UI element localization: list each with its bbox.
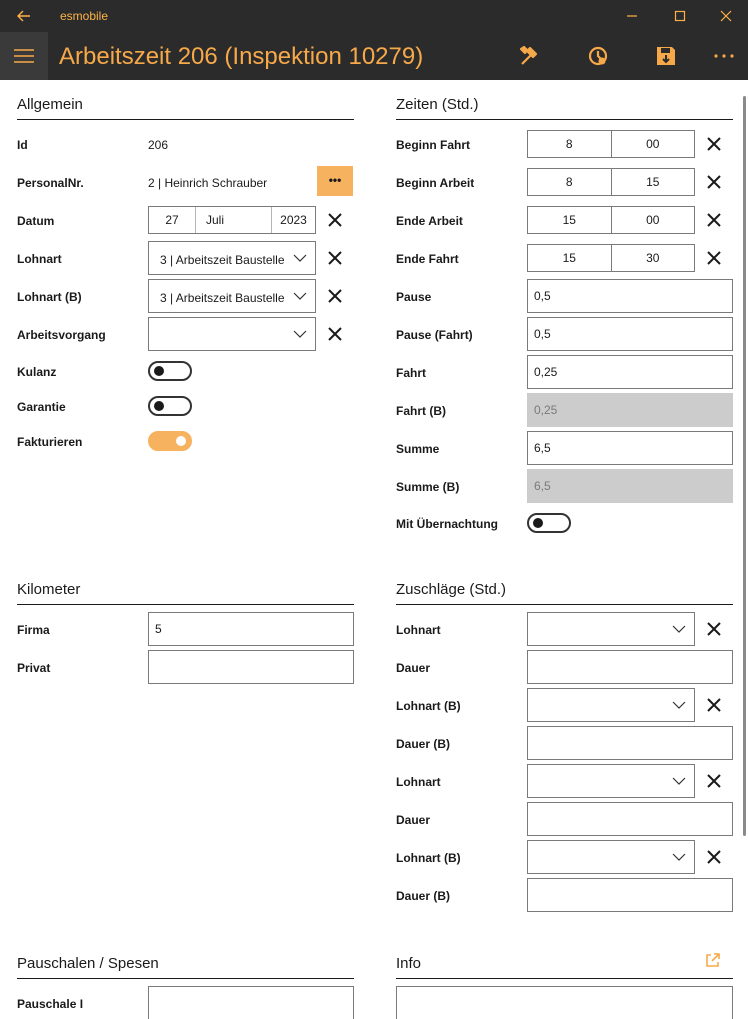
chevron-down-icon <box>293 291 307 301</box>
lohnart-combo-value: 3 | Arbeitszeit Baustelle <box>160 253 285 267</box>
beginn-arbeit-minute: 15 <box>611 169 695 195</box>
chevron-down-icon <box>293 329 307 339</box>
clear-lohnart-icon[interactable] <box>327 250 343 266</box>
zuschlag-lohnart-1-combo[interactable] <box>527 612 695 646</box>
ende-arbeit-time[interactable] <box>527 206 695 234</box>
zuschlag-dauer-2-label: Dauer <box>396 813 431 827</box>
clear-ende-fahrt-icon[interactable] <box>706 250 722 266</box>
chevron-down-icon <box>672 700 686 710</box>
beginn-fahrt-minute: 00 <box>611 131 695 157</box>
lohnart-label: Lohnart <box>17 252 62 266</box>
zuschlag-lohnart-b-2-combo[interactable] <box>527 840 695 874</box>
arbeitsvorgang-combo[interactable] <box>148 317 316 351</box>
chevron-down-icon <box>672 776 686 786</box>
zuschlag-dauer-b-1-input[interactable] <box>527 726 733 760</box>
personal-label: PersonalNr. <box>17 176 84 190</box>
hamburger-menu-icon <box>14 48 34 64</box>
ende-arbeit-label: Ende Arbeit <box>396 214 463 228</box>
more-icon[interactable] <box>712 44 736 68</box>
chevron-down-icon <box>672 624 686 634</box>
ende-fahrt-time[interactable] <box>527 244 695 272</box>
ende-arbeit-minute: 00 <box>611 207 695 233</box>
page-title: Arbeitszeit 206 (Inspektion 10279) <box>59 43 424 70</box>
section-kilometer-heading: Kilometer <box>17 581 354 605</box>
lohnart-combo[interactable] <box>148 241 316 275</box>
maximize-icon[interactable] <box>670 6 690 26</box>
section-zeiten-heading: Zeiten (Std.) <box>396 96 733 120</box>
personal-select-button[interactable] <box>317 166 353 196</box>
firma-input[interactable]: 5 <box>148 612 354 646</box>
beginn-arbeit-label: Beginn Arbeit <box>396 176 475 190</box>
clear-zuschlag-lohnart-2-icon[interactable] <box>706 773 722 789</box>
beginn-fahrt-label: Beginn Fahrt <box>396 138 470 152</box>
zuschlag-dauer-1-label: Dauer <box>396 661 431 675</box>
clear-datum-icon[interactable] <box>327 212 343 228</box>
fakturieren-label: Fakturieren <box>17 435 83 449</box>
fahrt-b-input: 0,25 <box>527 393 733 427</box>
toggle-knob <box>154 366 164 376</box>
section-zuschlaege-heading: Zuschläge (Std.) <box>396 581 733 605</box>
clear-zuschlag-lohnart-b-2-icon[interactable] <box>706 849 722 865</box>
clear-beginn-fahrt-icon[interactable] <box>706 136 722 152</box>
personal-value: 2 | Heinrich Schrauber <box>148 176 268 190</box>
garantie-toggle[interactable] <box>148 396 192 416</box>
pause-label: Pause <box>396 290 432 304</box>
info-textarea[interactable] <box>396 986 733 1019</box>
chevron-down-icon <box>293 253 307 263</box>
id-value: 206 <box>148 138 169 152</box>
section-pauschalen-heading: Pauschalen / Spesen <box>17 955 354 979</box>
summe-label: Summe <box>396 442 440 456</box>
lohnart-b-combo[interactable] <box>148 279 316 313</box>
beginn-arbeit-hour: 8 <box>565 175 573 189</box>
zuschlag-dauer-b-2-label: Dauer (B) <box>396 889 451 903</box>
section-allgemein-heading: Allgemein <box>17 96 354 120</box>
zuschlag-lohnart-b-1-label: Lohnart (B) <box>396 699 461 713</box>
beginn-fahrt-time[interactable] <box>527 130 695 158</box>
ende-fahrt-hour: 15 <box>562 251 576 265</box>
lohnart-b-label: Lohnart (B) <box>17 290 82 304</box>
kulanz-toggle[interactable] <box>148 361 192 381</box>
clear-zuschlag-lohnart-b-1-icon[interactable] <box>706 697 722 713</box>
datum-year: 2023 <box>271 207 315 233</box>
datum-picker[interactable] <box>148 206 316 234</box>
ende-fahrt-label: Ende Fahrt <box>396 252 459 266</box>
fakturieren-toggle[interactable] <box>148 431 192 451</box>
ende-fahrt-minute: 30 <box>611 245 695 271</box>
back-arrow-icon[interactable] <box>14 6 34 26</box>
fahrt-label: Fahrt <box>396 366 426 380</box>
zuschlag-dauer-b-2-input[interactable] <box>527 878 733 912</box>
toggle-knob <box>176 436 186 446</box>
uebernachtung-label: Mit Übernachtung <box>396 517 498 531</box>
pause-fahrt-input[interactable]: 0,5 <box>527 317 733 351</box>
dots-icon: ••• <box>328 173 342 187</box>
garantie-label: Garantie <box>17 400 66 414</box>
pauschale-input[interactable] <box>148 986 354 1019</box>
pause-fahrt-label: Pause (Fahrt) <box>396 328 473 342</box>
clear-arbeitsvorgang-icon[interactable] <box>327 326 343 342</box>
fahrt-input[interactable]: 0,25 <box>527 355 733 389</box>
zuschlag-lohnart-b-1-combo[interactable] <box>527 688 695 722</box>
pause-input[interactable]: 0,5 <box>527 279 733 313</box>
zuschlag-dauer-1-input[interactable] <box>527 650 733 684</box>
privat-label: Privat <box>17 661 51 675</box>
tools-icon[interactable] <box>518 44 542 68</box>
zuschlag-lohnart-1-label: Lohnart <box>396 623 441 637</box>
summe-b-input: 6,5 <box>527 469 733 503</box>
title-bar <box>0 0 748 32</box>
zuschlag-dauer-b-1-label: Dauer (B) <box>396 737 451 751</box>
vertical-scrollbar[interactable] <box>743 96 746 836</box>
privat-input[interactable] <box>148 650 354 684</box>
zuschlag-dauer-2-input[interactable] <box>527 802 733 836</box>
window-title: esmobile <box>60 9 109 23</box>
clear-beginn-arbeit-icon[interactable] <box>706 174 722 190</box>
section-info-heading: Info <box>396 955 733 979</box>
firma-label: Firma <box>17 623 50 637</box>
arbeitsvorgang-label: Arbeitsvorgang <box>17 328 106 342</box>
clear-lohnart-b-icon[interactable] <box>327 288 343 304</box>
zuschlag-lohnart-2-combo[interactable] <box>527 764 695 798</box>
external-link-icon[interactable] <box>705 952 721 968</box>
toggle-knob <box>533 518 543 528</box>
beginn-fahrt-hour: 8 <box>565 137 573 151</box>
pauschale-label: Pauschale I <box>17 997 84 1011</box>
datum-day: 27 <box>165 213 179 227</box>
menu-button[interactable] <box>0 32 48 80</box>
chevron-down-icon <box>672 852 686 862</box>
close-icon[interactable] <box>716 6 736 26</box>
zuschlag-lohnart-2-label: Lohnart <box>396 775 441 789</box>
lohnart-b-combo-value: 3 | Arbeitszeit Baustelle <box>160 291 285 305</box>
datum-month: Juli <box>195 207 271 233</box>
ende-arbeit-hour: 15 <box>562 213 576 227</box>
minimize-icon[interactable] <box>622 6 642 26</box>
clock-sync-icon[interactable] <box>586 44 610 68</box>
zuschlag-lohnart-b-2-label: Lohnart (B) <box>396 851 461 865</box>
toggle-knob <box>154 401 164 411</box>
summe-input[interactable]: 6,5 <box>527 431 733 465</box>
save-icon[interactable] <box>654 44 678 68</box>
kulanz-label: Kulanz <box>17 365 57 379</box>
app-bar <box>0 32 748 80</box>
fahrt-b-label: Fahrt (B) <box>396 404 446 418</box>
summe-b-label: Summe (B) <box>396 480 460 494</box>
uebernachtung-toggle[interactable] <box>527 513 571 533</box>
beginn-arbeit-time[interactable] <box>527 168 695 196</box>
id-label: Id <box>17 138 28 152</box>
clear-ende-arbeit-icon[interactable] <box>706 212 722 228</box>
clear-zuschlag-lohnart-1-icon[interactable] <box>706 621 722 637</box>
datum-label: Datum <box>17 214 55 228</box>
